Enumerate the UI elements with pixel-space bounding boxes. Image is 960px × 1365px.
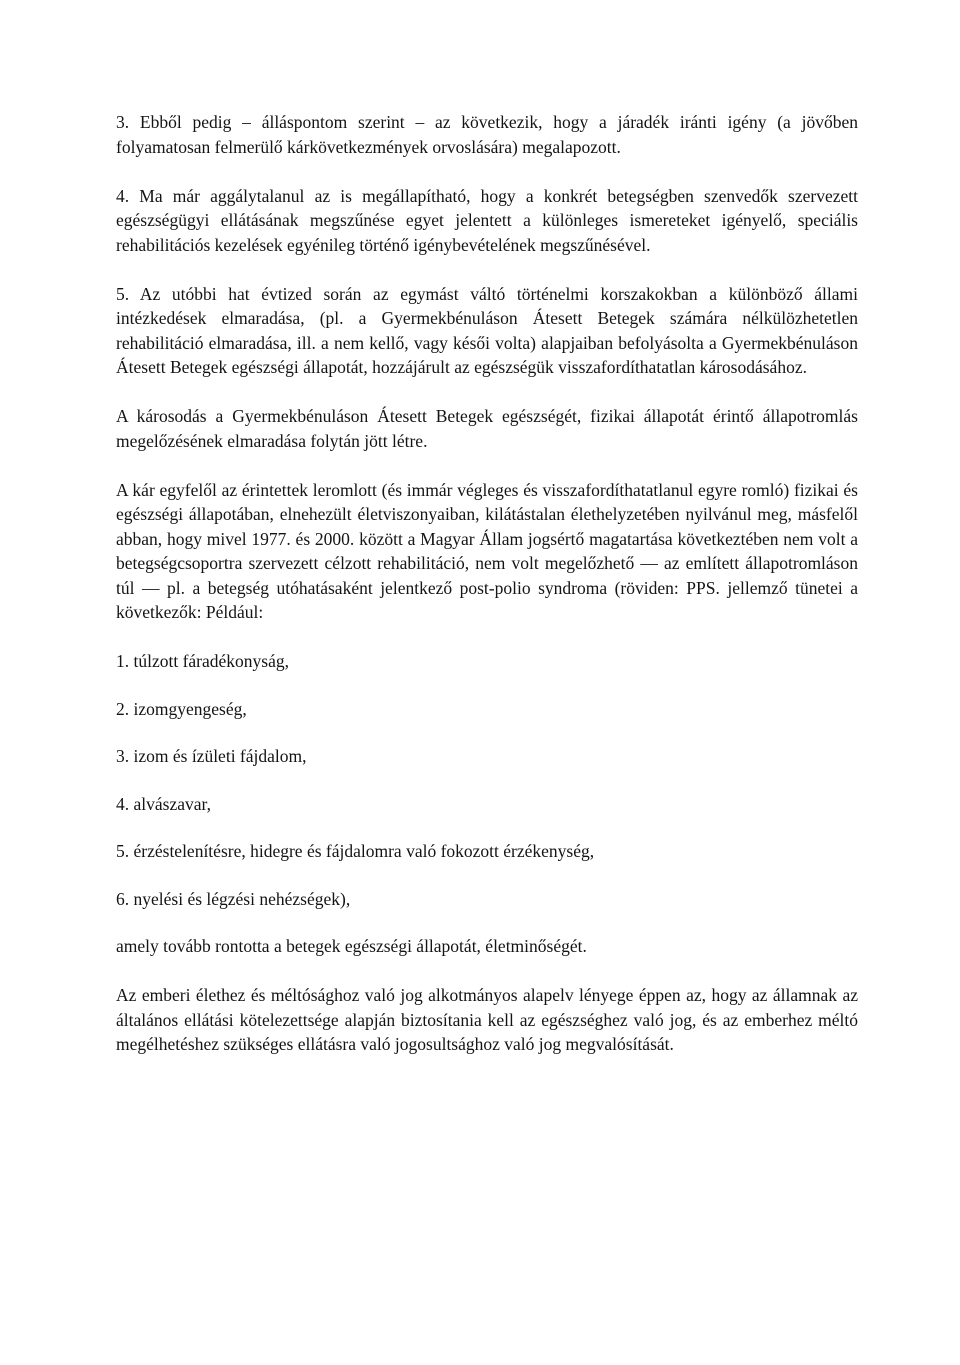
document-page bbox=[116, 110, 858, 1081]
paragraph-4: 4. Ma már aggálytalanul az is megállapítható, hogy a konkrét betegségben szenvedők szervezett egészségügyi ellátásának megszűnése egyet jelentett a különleges ismereteket igényelő, speciális rehabilitációs kezelések egyénileg történő igénybevételének megszűnésével. bbox=[116, 185, 858, 255]
list-item: 4. alvászavar, bbox=[116, 793, 212, 814]
paragraph-3: 3. Ebből pedig – álláspontom szerint – az következik, hogy a járadék iránti igény (a jövőben folyamatosan felmerülő kárkövetkezmények orvoslására) megalapozott. bbox=[116, 112, 858, 157]
symptom-list bbox=[116, 649, 858, 911]
paragraph-consequence: amely tovább rontotta a betegek egészségi állapotát, életminőségét. bbox=[116, 936, 587, 956]
list-item: 6. nyelési és légzési nehézségek), bbox=[116, 888, 351, 909]
paragraph-damage-cause: A károsodás a Gyermekbénuláson Átesett Betegek egészségét, fizikai állapotát érintő állapotromlás megelőzésének elmaradása folytán jött létre. bbox=[116, 406, 858, 451]
list-item: 5. érzéstelenítésre, hidegre és fájdalomra való fokozott érzékenység, bbox=[116, 841, 595, 861]
list-item: 1. túlzott fáradékonyság, bbox=[116, 651, 290, 671]
list-item: 2. izomgyengeség, bbox=[116, 698, 247, 719]
paragraph-5: 5. Az utóbbi hat évtized során az egymást váltó történelmi korszakokban a különböző állami intézkedések elmaradása, (pl. a Gyermekbénuláson Átesett Betegek számára nélkülözhetetlen rehabilitáció elmaradása, ill. a nem kellő, vagy késői volta) alapjaiban befolyásolta a Gyermekbénuláson Átesett Betegek egészségi állapotát, hozzájárult az egészségük visszafordíthatatlan károsodásához. bbox=[116, 283, 858, 377]
paragraph-damage-description: A kár egyfelől az érintettek leromlott (és immár végleges és visszafordíthatatlanul egyre romló) fizikai és egészségi állapotában, elnehezült életviszonyaiban, kilátástalan élethelyzetében nyilvánul meg, másfelől abban, hogy mivel 1977. és 2000. között a Magyar Állam jogsértő magatartása következtében nem volt a betegségcsoportra szervezett célzott rehabilitáció, nem volt megelőzhető — az említett állapotromláson túl — pl. a betegség utóhatásaként jelentkező post-polio syndroma (röviden: PPS. jellemző tünetei a következők: Például: bbox=[116, 479, 858, 622]
list-item: 3. izom és ízületi fájdalom, bbox=[116, 746, 307, 766]
paragraph-constitutional-right: Az emberi élethez és méltósághoz való jog alkotmányos alapelv lényege éppen az, hogy az államnak az általános ellátási kötelezettsége alapján biztosítania kell az egészséghez való jog, és az emberhez méltó megélhetéshez szükséges ellátásra való jogosultsághoz való jog megvalósítását. bbox=[116, 985, 858, 1054]
